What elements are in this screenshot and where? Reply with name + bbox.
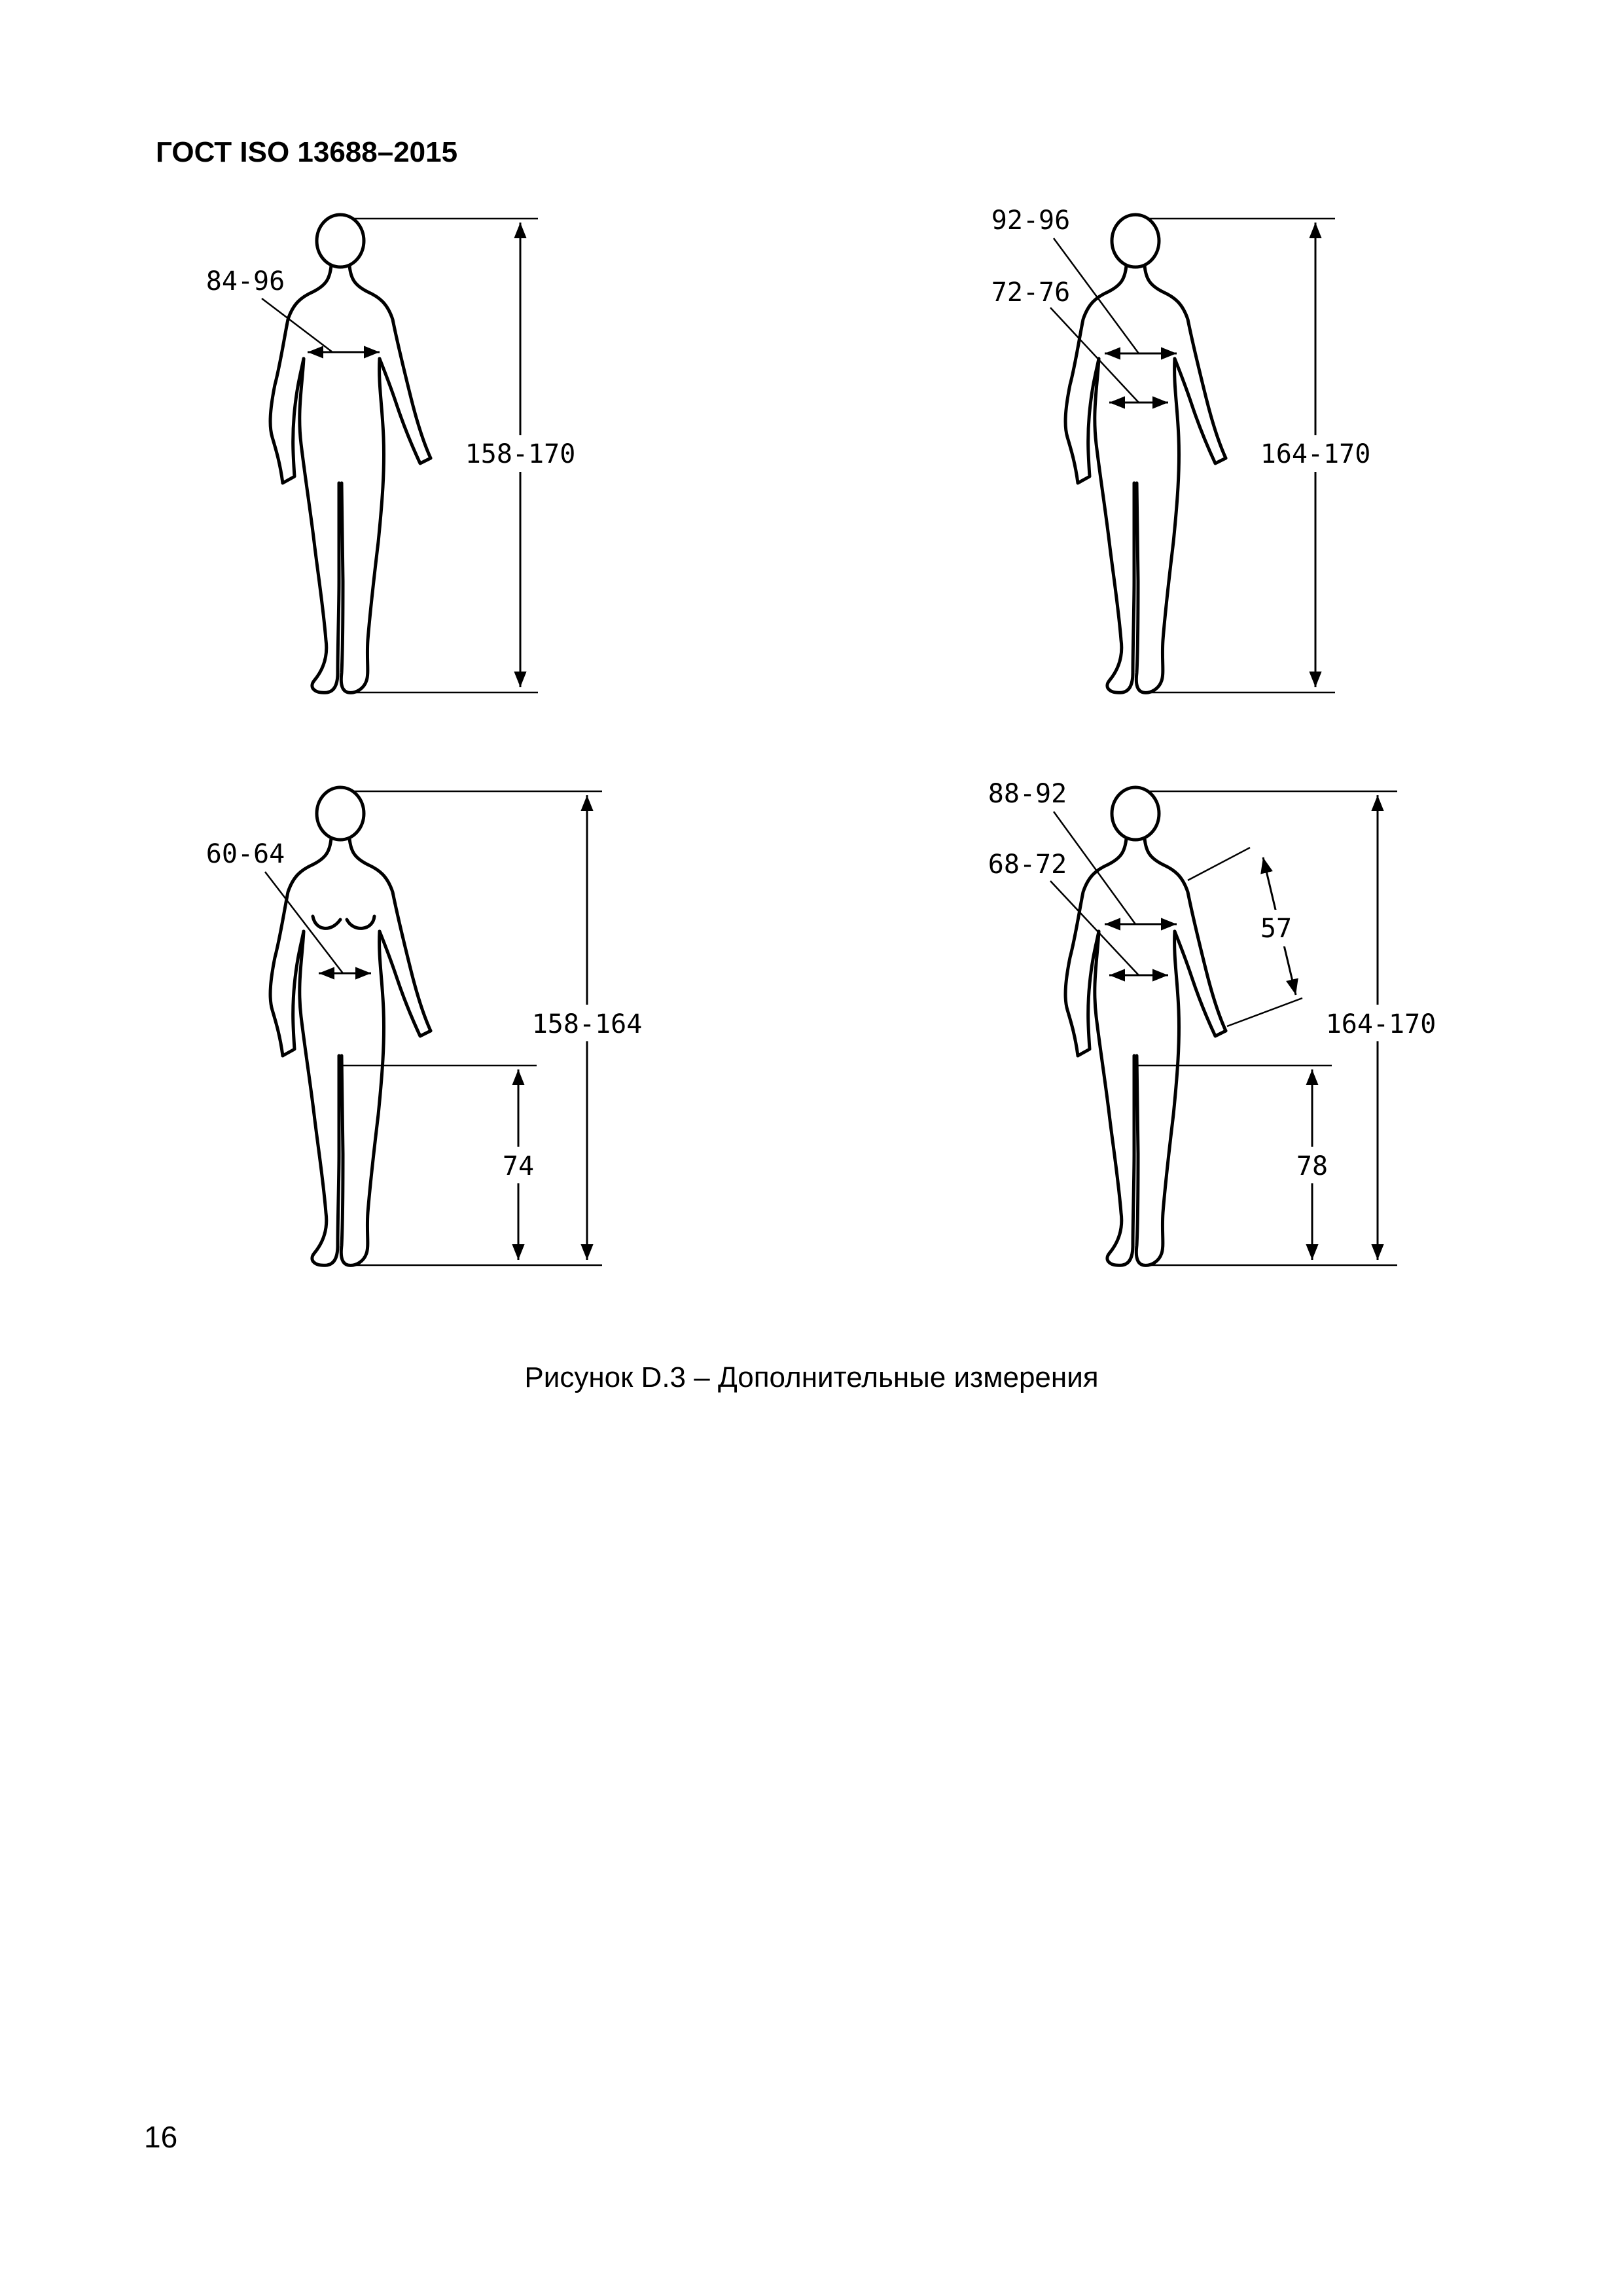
chest-label: 88-92 bbox=[988, 779, 1067, 809]
waist-label: 68-72 bbox=[988, 850, 1067, 880]
height-label: 164-170 bbox=[1325, 1009, 1436, 1039]
height-label: 158-170 bbox=[465, 439, 576, 469]
leg-label: 78 bbox=[1296, 1151, 1329, 1181]
figure-top-left bbox=[206, 215, 582, 692]
chest-label: 84-96 bbox=[205, 266, 285, 296]
arm-label: 57 bbox=[1260, 914, 1293, 944]
figure-bottom-right bbox=[988, 779, 1450, 1265]
waist-label: 72-76 bbox=[991, 278, 1071, 308]
chest-label: 92-96 bbox=[991, 206, 1071, 236]
figure-caption: Рисунок D.3 – Дополнительные измерения bbox=[524, 1361, 1099, 1393]
page-number: 16 bbox=[144, 2120, 178, 2154]
height-label: 158-164 bbox=[531, 1009, 643, 1039]
document-header: ГОСТ ISO 13688–2015 bbox=[156, 136, 458, 168]
figure-bottom-left bbox=[206, 787, 654, 1265]
underbust-label: 60-64 bbox=[205, 839, 285, 869]
height-label: 164-170 bbox=[1260, 439, 1371, 469]
figure-top-right bbox=[991, 206, 1378, 692]
leg-label: 74 bbox=[502, 1151, 535, 1181]
